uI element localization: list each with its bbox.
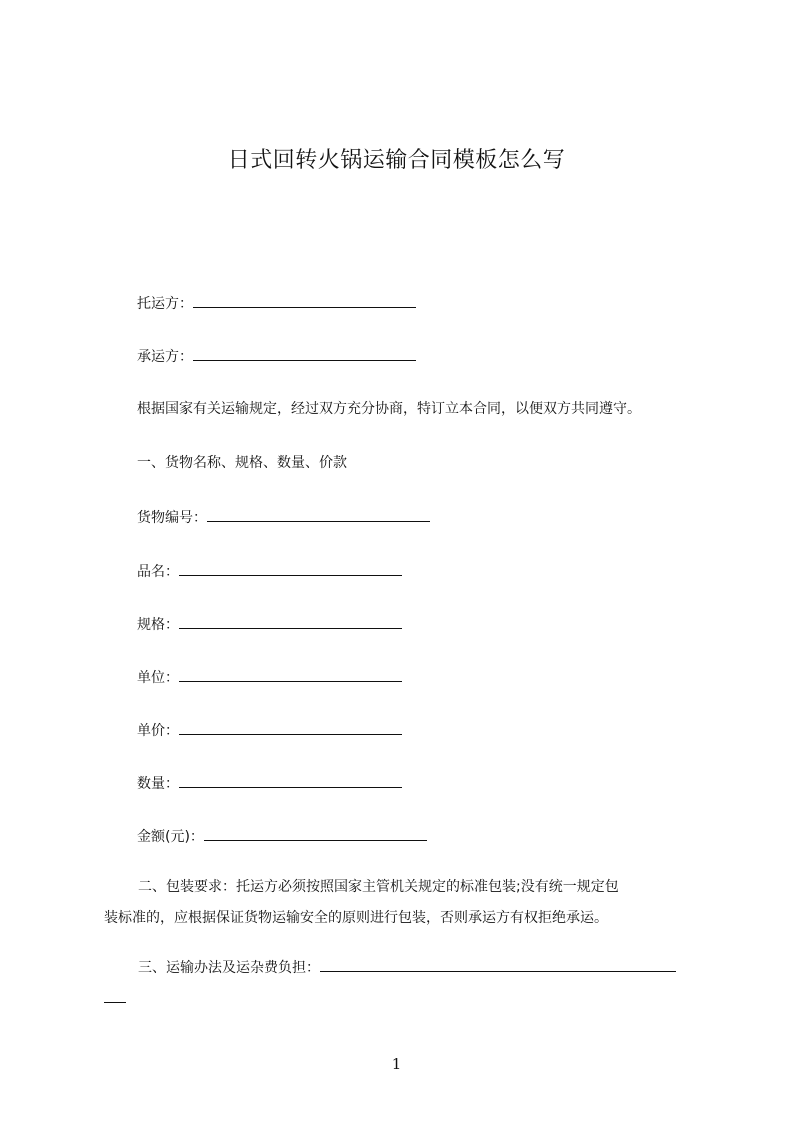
page-number: 1 bbox=[391, 1055, 402, 1073]
consignor-line bbox=[137, 293, 416, 313]
document-title: 日式回转火锅运输合同模板怎么写 bbox=[227, 148, 566, 173]
goods-no-line bbox=[137, 507, 430, 527]
unit-blank[interactable] bbox=[179, 667, 402, 682]
section3-blank-continued[interactable] bbox=[104, 988, 126, 1003]
goods-no-label: 货物编号： bbox=[137, 510, 207, 526]
carrier-line bbox=[137, 346, 416, 366]
consignor-label: 托运方： bbox=[137, 296, 193, 312]
section2-line1: 二、包装要求：托运方必须按照国家主管机关规定的标准包装;没有统一规定包 bbox=[138, 879, 619, 895]
unit-price-line bbox=[137, 720, 402, 740]
unit-label: 单位： bbox=[137, 670, 179, 686]
section2-line2: 装标准的，应根据保证货物运输安全的原则进行包装，否则承运方有权拒绝承运。 bbox=[104, 910, 608, 926]
quantity-blank[interactable] bbox=[179, 773, 402, 788]
section3-blank[interactable] bbox=[320, 957, 676, 972]
intro-paragraph: 根据国家有关运输规定，经过双方充分协商，特订立本合同，以便双方共同遵守。 bbox=[137, 401, 641, 417]
carrier-label: 承运方： bbox=[137, 349, 193, 365]
section3-line-continued bbox=[104, 984, 714, 1015]
carrier-blank[interactable] bbox=[193, 346, 416, 361]
product-name-blank[interactable] bbox=[179, 561, 402, 576]
goods-no-blank[interactable] bbox=[207, 507, 430, 522]
quantity-label: 数量： bbox=[137, 776, 179, 792]
spec-label: 规格： bbox=[137, 617, 179, 633]
product-name-label: 品名： bbox=[137, 564, 179, 580]
unit-price-label: 单价： bbox=[137, 723, 179, 739]
amount-line bbox=[137, 826, 427, 846]
section3-line bbox=[104, 953, 714, 984]
section3-label: 三、运输办法及运杂费负担： bbox=[138, 960, 320, 976]
section3-paragraph bbox=[104, 953, 714, 1015]
section1-heading: 一、货物名称、规格、数量、价款 bbox=[137, 455, 347, 471]
amount-blank[interactable] bbox=[204, 826, 427, 841]
quantity-line bbox=[137, 773, 402, 793]
consignor-blank[interactable] bbox=[193, 293, 416, 308]
unit-line bbox=[137, 667, 402, 687]
amount-label: 金额(元)： bbox=[137, 829, 204, 845]
section2-paragraph bbox=[104, 872, 714, 934]
unit-price-blank[interactable] bbox=[179, 720, 402, 735]
spec-blank[interactable] bbox=[179, 614, 402, 629]
product-name-line bbox=[137, 561, 402, 581]
spec-line bbox=[137, 614, 402, 634]
